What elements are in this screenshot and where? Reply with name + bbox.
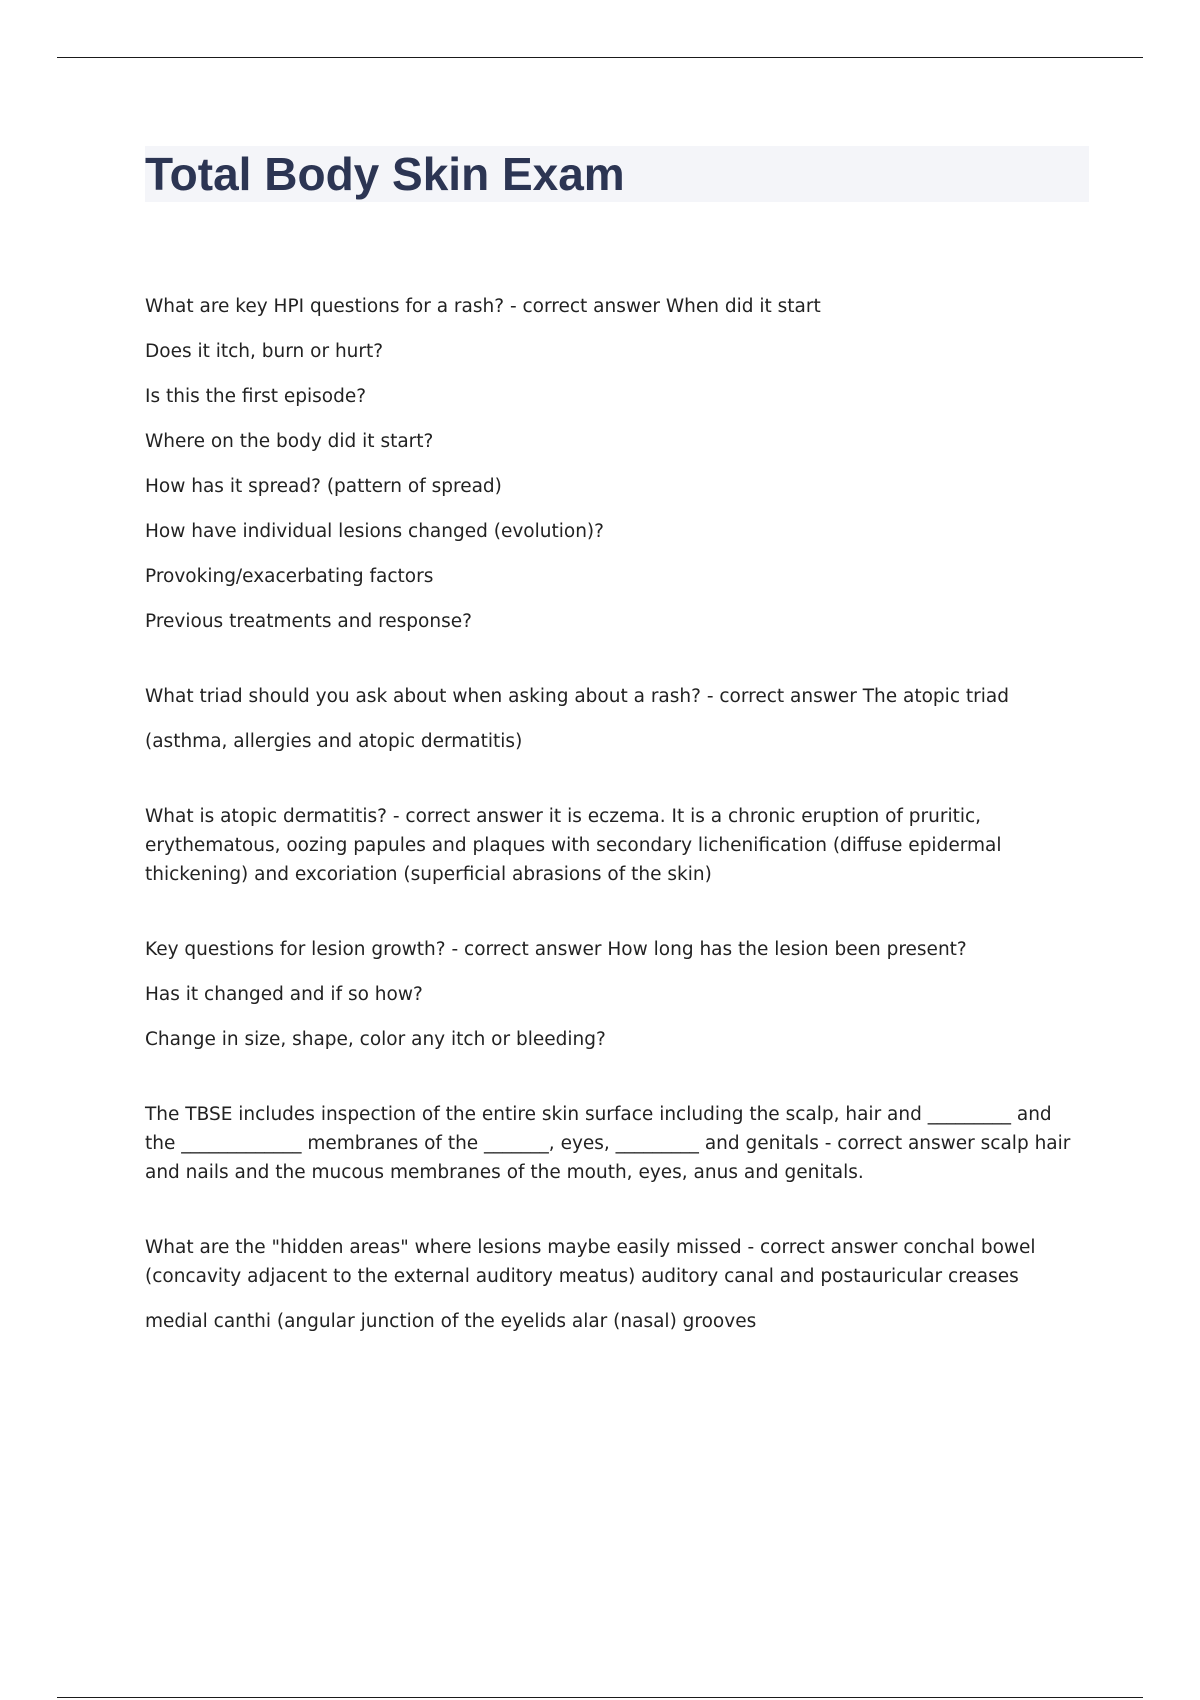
- qa-line: How has it spread? (pattern of spread): [145, 476, 502, 497]
- qa-block-lesion-growth: [145, 935, 1085, 1054]
- qa-line: Provoking/exacerbating factors: [145, 566, 434, 587]
- bottom-rule: [57, 1697, 1143, 1698]
- qa-line: medial canthi (angular junction of the eyelids alar (nasal) grooves: [145, 1311, 757, 1332]
- qa-block-hidden-areas: [145, 1233, 1085, 1336]
- qa-block-hpi-questions: [145, 292, 1085, 636]
- qa-block-tbse-inspection: [145, 1100, 1085, 1187]
- qa-line: What are key HPI questions for a rash? - correct answer When did it start: [145, 296, 821, 317]
- qa-paragraph: The TBSE includes inspection of the entire skin surface including the scalp, hair and _________ and the _____________ membranes of the _______, eyes, _________ and genitals - correct answer scalp hair and nails and the mucous membranes of the mouth, eyes, anus and genitals.: [145, 1104, 1071, 1183]
- qa-line: Where on the body did it start?: [145, 431, 434, 452]
- qa-line: Key questions for lesion growth? - correct answer How long has the lesion been present?: [145, 939, 967, 960]
- qa-line: Has it changed and if so how?: [145, 984, 423, 1005]
- document-body: [145, 292, 1085, 1336]
- qa-line: Is this the first episode?: [145, 386, 367, 407]
- qa-block-atopic-dermatitis: [145, 802, 1085, 889]
- qa-paragraph: What is atopic dermatitis? - correct answer it is eczema. It is a chronic eruption of pruritic, erythematous, oozing papules and plaques with secondary lichenification (diffuse epidermal thickening) and excoriation (superficial abrasions of the skin): [145, 806, 1002, 885]
- qa-line: What triad should you ask about when asking about a rash? - correct answer The atopic triad: [145, 686, 1009, 707]
- qa-line: How have individual lesions changed (evolution)?: [145, 521, 604, 542]
- page-title: Total Body Skin Exam: [145, 148, 625, 200]
- qa-line: (asthma, allergies and atopic dermatitis): [145, 731, 523, 752]
- qa-line: Does it itch, burn or hurt?: [145, 341, 384, 362]
- qa-paragraph: What are the "hidden areas" where lesions maybe easily missed - correct answer conchal bowel (concavity adjacent to the external auditory meatus) auditory canal and postauricular creases: [145, 1237, 1036, 1287]
- qa-line: Change in size, shape, color any itch or bleeding?: [145, 1029, 606, 1050]
- qa-block-atopic-triad: [145, 682, 1085, 756]
- top-rule: [57, 57, 1143, 58]
- qa-line: Previous treatments and response?: [145, 611, 472, 632]
